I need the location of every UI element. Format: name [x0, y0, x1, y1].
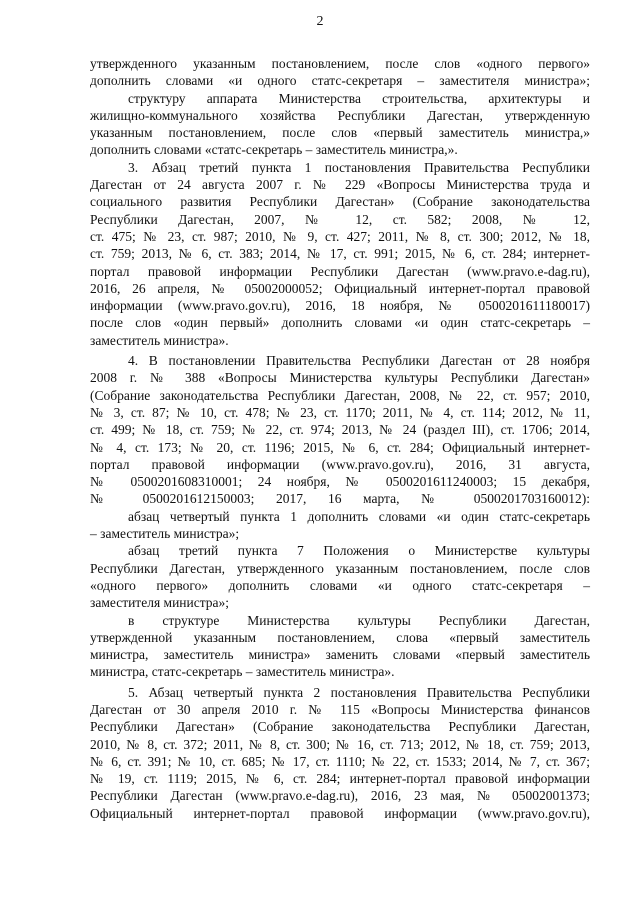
text-line: 4. В постановлении Правительства Республики Дагестан от 28 ноября — [128, 353, 590, 369]
text-line: заместителя министра»; — [90, 595, 230, 611]
text-line: (Собрание законодательства Республики Дагестан, 2008, № 22, ст. 957; 2010, — [90, 387, 590, 403]
text-line: портал правовой информации (www.pravo.gov.ru), 2016, 31 августа, — [90, 456, 590, 472]
text-line: утвержденного указанным постановлением, после слов «одного первого» — [90, 56, 590, 71]
text-line: № 19, ст. 1119; 2015, № 6, ст. 284; интернет-портал правовой информации — [90, 771, 590, 787]
text-line: «одного первого» дополнить словами «и одного статс-секретаря – — [90, 577, 590, 593]
paragraph-b7 — [90, 612, 590, 681]
text-line: информации (www.pravo.gov.ru), 2016, 18 ноября, № 0500201611180017) — [90, 298, 590, 314]
text-line: в структуре Министерства культуры Республики Дагестан, — [128, 612, 590, 628]
text-line: ст. 499; № 18, ст. 759; № 22, ст. 974; 2013, № 24 (раздел III), ст. 1706; 2014, — [90, 422, 590, 438]
text-line: № 3, ст. 87; № 10, ст. 478; № 23, ст. 1170; 2011, № 4, ст. 114; 2012, № 11, — [90, 404, 590, 420]
text-line: портал правовой информации Республики Дагестан (www.pravo.e-dag.ru), — [90, 263, 590, 279]
text-line: Республики Дагестан, утвержденного указанным постановлением, после слов — [90, 560, 590, 576]
text-line: социального развития Республики Дагестан» (Собрание законодательства — [90, 194, 590, 210]
text-line: № 0500201612150003; 2017, 16 марта, № 0500201703160012): — [90, 491, 590, 507]
paragraph-b4 — [90, 352, 590, 508]
paragraph-b5 — [90, 508, 590, 543]
text-line: ст. 759; 2013, № 6, ст. 383; 2014, № 17, ст. 991; 2015, № 6, ст. 284; интернет- — [90, 246, 590, 262]
text-line: указанным постановлением, после слов «первый заместитель министра,» — [90, 125, 590, 141]
paragraph-b3 — [90, 159, 590, 349]
text-line: № 6, ст. 391; № 10, ст. 685; № 17, ст. 1110; № 22, ст. 1533; 2014, № 7, ст. 367; — [90, 753, 590, 769]
paragraph-b1 — [90, 55, 590, 90]
page-number: 2 — [316, 14, 324, 29]
text-line: № 4, ст. 173; № 20, ст. 1196; 2015, № 6, ст. 284; Официальный интернет- — [90, 439, 590, 455]
text-line: – заместитель министра»; — [90, 526, 240, 542]
paragraph-b8 — [90, 684, 590, 822]
text-line: 5. Абзац четвертый пункта 2 постановления Правительства Республики — [128, 684, 590, 700]
text-line: абзац четвертый пункта 1 дополнить словами «и один статс-секретарь — [128, 508, 590, 524]
text-line: Республики Дагестан, 2007, № 12, ст. 582; 2008, № 12, — [90, 211, 590, 227]
text-line: заместитель министра». — [90, 332, 229, 348]
text-line: 2008 г. № 388 «Вопросы Министерства культуры Республики Дагестан» — [90, 370, 590, 386]
text-line: дополнить словами «статс-секретарь – заместитель министра,». — [90, 142, 458, 158]
text-line: ст. 475; № 23, ст. 987; 2010, № 9, ст. 427; 2011, № 8, ст. 300; 2012, № 18, — [90, 228, 590, 244]
text-line: министра, статс-секретарь – заместитель министра». — [90, 664, 395, 680]
text-line: 2010, № 8, ст. 372; 2011, № 8, ст. 300; № 16, ст. 713; 2012, № 18, ст. 759; 2013, — [90, 736, 590, 752]
text-line: жилищно-коммунального хозяйства Республики Дагестан, утвержденную — [90, 107, 590, 123]
document-body — [90, 55, 590, 822]
text-line: Республики Дагестан (www.pravo.e-dag.ru), 2016, 23 мая, № 05002001373; — [90, 788, 590, 804]
paragraph-b6 — [90, 542, 590, 611]
text-line: № 0500201608310001; 24 ноября, № 0500201611240003; 15 декабря, — [90, 474, 590, 490]
text-line: структуру аппарата Министерства строительства, архитектуры и — [128, 90, 590, 106]
text-line: абзац третий пункта 7 Положения о Министерстве культуры — [128, 543, 590, 559]
text-line: министра, заместитель министра» заменить словами «первый заместитель — [90, 647, 590, 663]
text-line: 2016, 26 апреля, № 05002000052; Официальный интернет-портал правовой — [90, 280, 590, 296]
text-line: дополнить словами «и одного статс-секретаря – заместителя министра»; — [90, 73, 590, 89]
text-line: утвержденной указанным постановлением, слова «первый заместитель — [90, 629, 590, 645]
text-line: Дагестан от 24 августа 2007 г. № 229 «Вопросы Министерства труда и — [90, 177, 590, 193]
text-line: Официальный интернет-портал правовой информации (www.pravo.gov.ru), — [90, 805, 590, 821]
text-line: 3. Абзац третий пункта 1 постановления Правительства Республики — [128, 159, 590, 175]
paragraph-b2 — [90, 90, 590, 159]
text-line: Дагестан от 30 апреля 2010 г. № 115 «Вопросы Министерства финансов — [90, 701, 590, 717]
text-line: Республики Дагестан» (Собрание законодательства Республики Дагестан, — [90, 719, 590, 735]
text-line: после слов «один первый» дополнить словами «и один статс-секретарь – — [90, 315, 590, 331]
